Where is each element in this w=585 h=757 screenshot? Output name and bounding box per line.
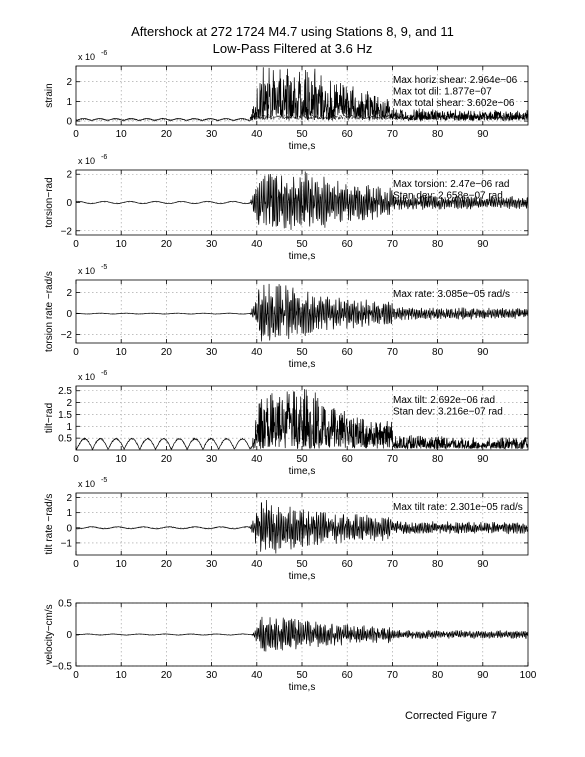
annotation-text: Max tot dil: 1.877e−07 xyxy=(393,86,492,98)
x-tick-label: 30 xyxy=(206,559,218,570)
panel-2 xyxy=(44,154,528,262)
y-tick-label: 0 xyxy=(66,116,72,128)
x-tick-label: 0 xyxy=(73,347,79,358)
x-tick-label: 70 xyxy=(386,129,398,140)
x-tick-label: 30 xyxy=(206,454,218,465)
x-tick-label: 30 xyxy=(206,129,218,140)
y-tick-label: −1 xyxy=(60,538,72,550)
x-tick-label: 50 xyxy=(296,129,308,140)
x-axis-label: time,s xyxy=(288,251,316,262)
x-axis-label: time,s xyxy=(288,466,316,477)
footer-caption: Corrected Figure 7 xyxy=(405,710,497,722)
y-axis-label: tilt rate −rad/s xyxy=(44,493,55,555)
x-tick-label: 10 xyxy=(115,454,127,465)
annotation-text: Stan dev: 2.658e−07 rad xyxy=(393,190,503,202)
y-axis-label: velocity−cm/s xyxy=(44,604,55,665)
y-axis-exponent-power: -5 xyxy=(101,264,108,271)
y-tick-label: 0.5 xyxy=(58,598,72,610)
annotation-text: Max tilt rate: 2.301e−05 rad/s xyxy=(393,502,523,513)
x-tick-label: 40 xyxy=(251,559,263,570)
x-tick-label: 0 xyxy=(73,559,79,570)
y-axis-exponent: x 10 xyxy=(78,156,96,166)
x-tick-label: 0 xyxy=(73,239,79,250)
y-tick-label: −2 xyxy=(60,226,72,238)
x-axis-label: time,s xyxy=(288,141,316,152)
panel-4 xyxy=(44,370,528,477)
y-tick-label: −2 xyxy=(60,330,72,342)
x-tick-label: 80 xyxy=(432,559,444,570)
x-tick-label: 40 xyxy=(251,129,263,140)
x-tick-label: 40 xyxy=(251,347,263,358)
y-tick-label: −0.5 xyxy=(52,661,72,673)
x-tick-label: 50 xyxy=(296,239,308,250)
panel-1 xyxy=(44,50,528,152)
x-tick-label: 60 xyxy=(341,129,353,140)
x-tick-label: 10 xyxy=(115,559,127,570)
x-axis-label: time,s xyxy=(288,682,316,693)
x-tick-label: 90 xyxy=(477,670,489,681)
y-axis-label: tilt−rad xyxy=(44,402,55,434)
y-axis-label: strain xyxy=(44,83,55,108)
y-axis-exponent-power: -6 xyxy=(101,154,108,161)
x-tick-label: 60 xyxy=(341,559,353,570)
x-tick-label: 20 xyxy=(160,347,172,358)
y-tick-label: 1.5 xyxy=(58,409,72,421)
panel-3 xyxy=(44,264,528,370)
x-tick-label: 0 xyxy=(73,670,79,681)
y-axis-exponent: x 10 xyxy=(78,52,96,62)
x-tick-label: 10 xyxy=(115,129,127,140)
x-tick-label: 90 xyxy=(477,454,489,465)
annotation-text: Stan dev: 3.216e−07 rad xyxy=(393,406,503,418)
x-tick-label: 30 xyxy=(206,670,218,681)
x-tick-label: 70 xyxy=(386,347,398,358)
y-tick-label: 1 xyxy=(66,508,72,520)
x-tick-label: 10 xyxy=(115,347,127,358)
y-tick-label: 2 xyxy=(66,493,72,505)
x-tick-label: 50 xyxy=(296,347,308,358)
x-tick-label: 0 xyxy=(73,454,79,465)
y-tick-label: 2 xyxy=(66,77,72,89)
y-tick-label: 0 xyxy=(66,309,72,321)
y-axis-exponent: x 10 xyxy=(78,479,96,489)
y-axis-label: torsion−rad xyxy=(44,177,55,228)
x-tick-label: 70 xyxy=(386,239,398,250)
x-tick-label: 30 xyxy=(206,239,218,250)
x-tick-label: 60 xyxy=(341,670,353,681)
x-tick-label: 20 xyxy=(160,559,172,570)
y-tick-label: 2 xyxy=(66,398,72,410)
x-tick-label: 90 xyxy=(477,239,489,250)
y-axis-label: torsion rate −rad/s xyxy=(44,271,55,352)
panel-6 xyxy=(44,599,537,694)
x-tick-label: 0 xyxy=(73,129,79,140)
x-tick-label: 70 xyxy=(386,559,398,570)
x-axis-label: time,s xyxy=(288,571,316,582)
y-axis-exponent-power: -6 xyxy=(101,50,108,57)
x-tick-label: 90 xyxy=(477,559,489,570)
annotation-text: Max total shear: 3.602e−06 xyxy=(393,98,515,109)
x-tick-label: 90 xyxy=(477,347,489,358)
x-tick-label: 80 xyxy=(432,454,444,465)
x-tick-label: 60 xyxy=(341,347,353,358)
x-tick-label: 60 xyxy=(341,454,353,465)
figure-subtitle: Low-Pass Filtered at 3.6 Hz xyxy=(212,41,373,56)
x-tick-label: 20 xyxy=(160,129,172,140)
x-tick-label: 50 xyxy=(296,454,308,465)
annotation-text: Max torsion: 2.47e−06 rad xyxy=(393,179,510,190)
x-tick-label: 20 xyxy=(160,454,172,465)
y-tick-label: 1 xyxy=(66,96,72,108)
x-tick-label: 40 xyxy=(251,454,263,465)
y-axis-exponent: x 10 xyxy=(78,372,96,382)
series-line xyxy=(76,617,528,652)
y-axis-exponent-power: -6 xyxy=(101,370,108,377)
y-tick-label: 2 xyxy=(66,288,72,300)
x-tick-label: 20 xyxy=(160,239,172,250)
y-tick-label: 0 xyxy=(66,198,72,209)
x-tick-label: 10 xyxy=(115,239,127,250)
x-tick-label: 100 xyxy=(519,670,537,681)
annotation-text: Max tilt: 2.692e−06 rad xyxy=(393,395,496,406)
x-tick-label: 80 xyxy=(432,239,444,250)
figure-title: Aftershock at 272 1724 M4.7 using Stations 8, 9, and 11 xyxy=(131,24,454,39)
y-tick-label: 0.5 xyxy=(58,433,72,445)
annotation-text: Max rate: 3.085e−05 rad/s xyxy=(393,289,511,300)
x-tick-label: 20 xyxy=(160,670,172,681)
x-tick-label: 80 xyxy=(432,129,444,140)
annotation-text: Max horiz shear: 2.964e−06 xyxy=(393,75,518,86)
x-tick-label: 30 xyxy=(206,347,218,358)
x-tick-label: 70 xyxy=(386,454,398,465)
x-tick-label: 50 xyxy=(296,559,308,570)
y-tick-label: 0 xyxy=(66,523,72,535)
x-tick-label: 80 xyxy=(432,347,444,358)
y-axis-exponent-power: -5 xyxy=(101,477,108,484)
x-tick-label: 60 xyxy=(341,239,353,250)
y-tick-label: 2 xyxy=(66,169,72,181)
y-tick-label: 0 xyxy=(66,630,72,641)
y-tick-label: 1 xyxy=(66,421,72,433)
y-axis-exponent: x 10 xyxy=(78,266,96,276)
x-tick-label: 40 xyxy=(251,670,263,681)
x-tick-label: 50 xyxy=(296,670,308,681)
x-tick-label: 80 xyxy=(432,670,444,681)
x-tick-label: 40 xyxy=(251,239,263,250)
x-tick-label: 10 xyxy=(115,670,127,681)
x-tick-label: 90 xyxy=(477,129,489,140)
x-tick-label: 70 xyxy=(386,670,398,681)
panel-5 xyxy=(44,477,528,582)
y-tick-label: 2.5 xyxy=(58,386,72,398)
x-axis-label: time,s xyxy=(288,359,316,370)
